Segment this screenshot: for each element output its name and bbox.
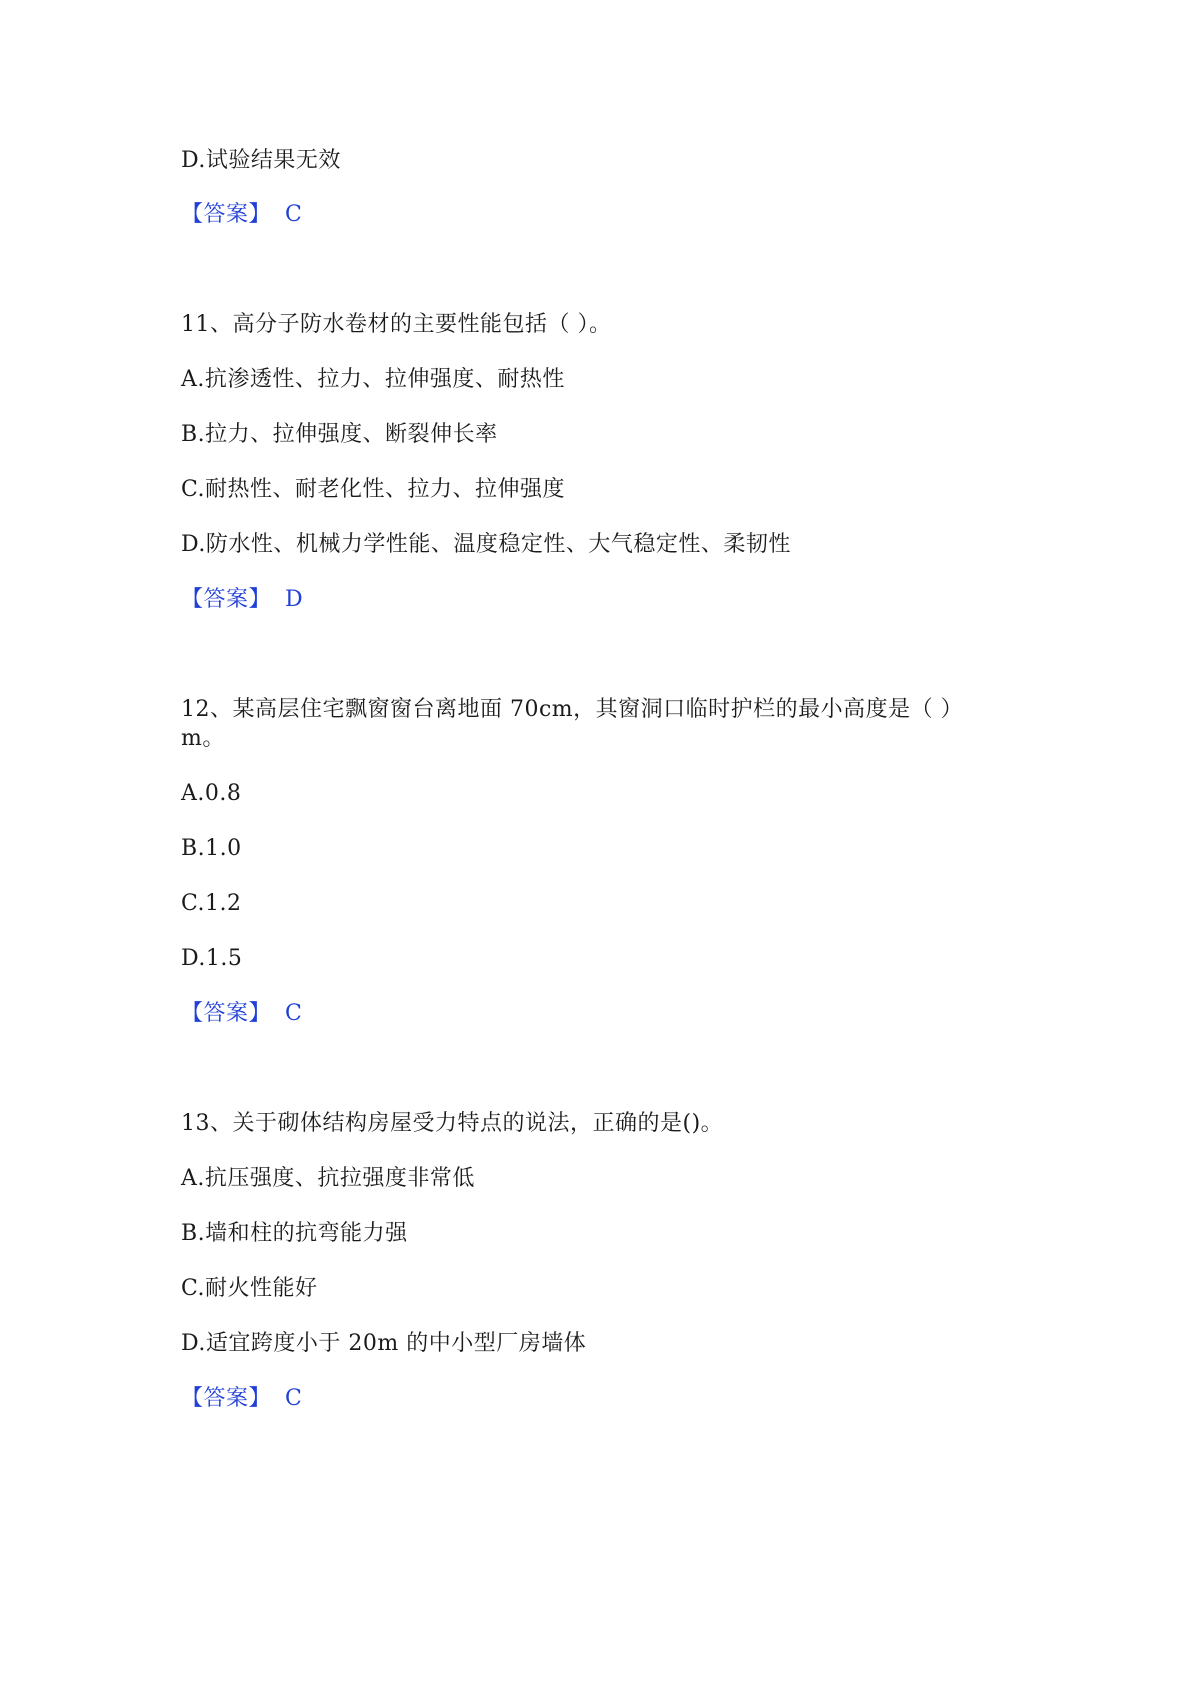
- answer-value: C: [285, 1386, 303, 1411]
- q12-option-c: C.1.2: [181, 891, 242, 916]
- q11-option-c: C.耐热性、耐老化性、拉力、拉伸强度: [181, 477, 566, 502]
- q12-answer: [181, 999, 302, 1029]
- q12-option-a: A.0.8: [181, 781, 242, 806]
- q11-option-a: A.抗渗透性、拉力、拉伸强度、耐热性: [181, 367, 565, 392]
- q10-answer: [181, 200, 302, 230]
- q12-stem-line-1: 12、某高层住宅飘窗窗台离地面 70cm，其窗洞口临时护栏的最小高度是（ ）: [181, 697, 964, 722]
- answer-value: C: [285, 1001, 303, 1026]
- q12-stem-line-2: m。: [181, 726, 225, 751]
- q13-answer: [181, 1384, 302, 1414]
- q11-option-b: B.拉力、拉伸强度、断裂伸长率: [181, 422, 498, 447]
- q12-option-b: B.1.0: [181, 836, 242, 861]
- answer-value: D: [285, 587, 304, 612]
- q11-stem: 11、高分子防水卷材的主要性能包括（ ）。: [181, 312, 612, 337]
- q13-option-b: B.墙和柱的抗弯能力强: [181, 1221, 408, 1246]
- q11-option-d: D.防水性、机械力学性能、温度稳定性、大气稳定性、柔韧性: [181, 532, 791, 557]
- q13-stem: 13、关于砌体结构房屋受力特点的说法，正确的是()。: [181, 1111, 724, 1136]
- q12-option-d: D.1.5: [181, 946, 243, 971]
- answer-value: C: [285, 202, 303, 227]
- q10-option-d: D.试验结果无效: [181, 148, 341, 173]
- q11-answer: [181, 585, 303, 615]
- q13-option-c: C.耐火性能好: [181, 1276, 318, 1301]
- answer-label: 【答案】: [181, 1001, 272, 1026]
- answer-label: 【答案】: [181, 202, 272, 227]
- answer-label: 【答案】: [181, 587, 272, 612]
- q13-option-d: D.适宜跨度小于 20m 的中小型厂房墙体: [181, 1331, 587, 1356]
- answer-label: 【答案】: [181, 1386, 272, 1411]
- q13-option-a: A.抗压强度、抗拉强度非常低: [181, 1166, 475, 1191]
